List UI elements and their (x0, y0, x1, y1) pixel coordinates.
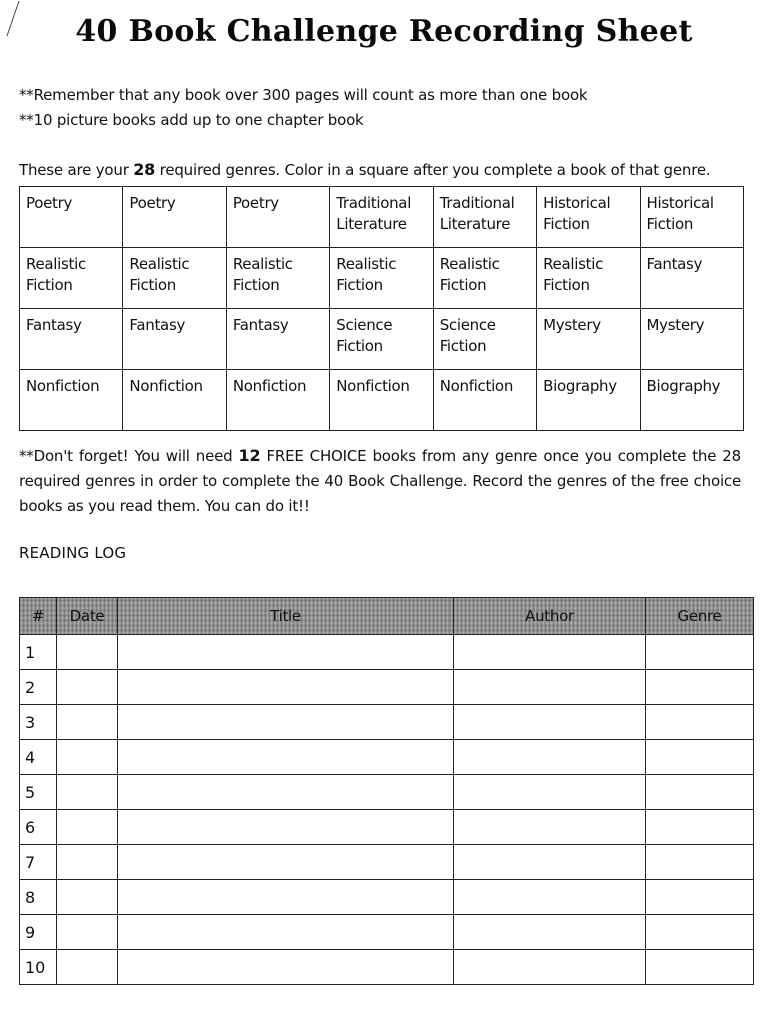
date-cell[interactable] (57, 845, 118, 880)
row-number: 10 (20, 950, 57, 985)
genre-cell[interactable] (646, 950, 754, 985)
row-number: 1 (20, 635, 57, 670)
title-cell[interactable] (118, 740, 454, 775)
genre-square[interactable]: Traditional Literature (433, 187, 536, 248)
genre-square[interactable]: Realistic Fiction (20, 248, 123, 309)
column-header-date: Date (57, 598, 118, 635)
author-cell[interactable] (454, 950, 646, 985)
author-cell[interactable] (454, 775, 646, 810)
genre-square[interactable]: Poetry (123, 187, 226, 248)
date-cell[interactable] (57, 810, 118, 845)
genre-square[interactable]: Nonfiction (20, 370, 123, 431)
genre-row (20, 309, 744, 370)
column-header-genre: Genre (646, 598, 754, 635)
genre-square[interactable]: Realistic Fiction (123, 248, 226, 309)
table-row (20, 670, 754, 705)
genres-count: 28 (133, 160, 156, 179)
genre-square[interactable]: Nonfiction (330, 370, 433, 431)
row-number: 6 (20, 810, 57, 845)
row-number: 9 (20, 915, 57, 950)
genre-square[interactable]: Science Fiction (433, 309, 536, 370)
genre-square[interactable]: Poetry (226, 187, 329, 248)
genres-intro-before: These are your (19, 161, 134, 179)
genres-intro (19, 160, 710, 179)
table-row (20, 635, 754, 670)
genre-square[interactable]: Biography (640, 370, 743, 431)
row-number: 8 (20, 880, 57, 915)
genre-grid (19, 186, 744, 431)
genres-intro-after: required genres. Color in a square after you complete a book of that genre. (155, 161, 711, 179)
genre-row (20, 187, 744, 248)
genre-cell[interactable] (646, 915, 754, 950)
column-header-title: Title (118, 598, 454, 635)
table-row (20, 950, 754, 985)
column-header-number: # (20, 598, 57, 635)
genre-square[interactable]: Fantasy (123, 309, 226, 370)
genre-cell[interactable] (646, 635, 754, 670)
genre-square[interactable]: Realistic Fiction (433, 248, 536, 309)
date-cell[interactable] (57, 740, 118, 775)
table-row (20, 775, 754, 810)
genre-square[interactable]: Nonfiction (123, 370, 226, 431)
genre-cell[interactable] (646, 775, 754, 810)
date-cell[interactable] (57, 670, 118, 705)
reading-log-table (19, 597, 754, 985)
row-number: 4 (20, 740, 57, 775)
genre-square[interactable]: Poetry (20, 187, 123, 248)
table-row (20, 740, 754, 775)
date-cell[interactable] (57, 775, 118, 810)
genre-cell[interactable] (646, 810, 754, 845)
genre-cell[interactable] (646, 845, 754, 880)
genre-square[interactable]: Fantasy (20, 309, 123, 370)
date-cell[interactable] (57, 705, 118, 740)
genre-square[interactable]: Nonfiction (433, 370, 536, 431)
title-cell[interactable] (118, 670, 454, 705)
date-cell[interactable] (57, 950, 118, 985)
row-number: 2 (20, 670, 57, 705)
date-cell[interactable] (57, 635, 118, 670)
genre-square[interactable]: Traditional Literature (330, 187, 433, 248)
author-cell[interactable] (454, 880, 646, 915)
date-cell[interactable] (57, 915, 118, 950)
genre-square[interactable]: Mystery (640, 309, 743, 370)
table-row (20, 810, 754, 845)
author-cell[interactable] (454, 740, 646, 775)
title-cell[interactable] (118, 775, 454, 810)
title-cell[interactable] (118, 880, 454, 915)
free-choice-after: FREE CHOICE books from any genre once you complete the 28 required genres in order to complete the 40 Book Challenge. Record the genres of the free choice books as you read them. You can do it!! (19, 447, 741, 515)
row-number: 3 (20, 705, 57, 740)
title-cell[interactable] (118, 950, 454, 985)
row-number: 5 (20, 775, 57, 810)
page-title: 40 Book Challenge Recording Sheet (75, 14, 693, 49)
date-cell[interactable] (57, 880, 118, 915)
reading-log-label: READING LOG (19, 544, 127, 562)
genre-square[interactable]: Historical Fiction (640, 187, 743, 248)
author-cell[interactable] (454, 635, 646, 670)
author-cell[interactable] (454, 915, 646, 950)
title-cell[interactable] (118, 810, 454, 845)
genre-square[interactable]: Mystery (537, 309, 640, 370)
genre-cell[interactable] (646, 880, 754, 915)
author-cell[interactable] (454, 670, 646, 705)
row-number: 7 (20, 845, 57, 880)
title-cell[interactable] (118, 635, 454, 670)
genre-row (20, 248, 744, 309)
table-row (20, 845, 754, 880)
genre-square[interactable]: Fantasy (640, 248, 743, 309)
genre-cell[interactable] (646, 740, 754, 775)
genre-square[interactable]: Biography (537, 370, 640, 431)
note-picture-books: **10 picture books add up to one chapter book (19, 111, 364, 129)
title-cell[interactable] (118, 705, 454, 740)
genre-square[interactable]: Realistic Fiction (226, 248, 329, 309)
column-header-author: Author (454, 598, 646, 635)
note-pages: **Remember that any book over 300 pages will count as more than one book (19, 86, 588, 104)
free-choice-note (19, 443, 741, 519)
title-cell[interactable] (118, 845, 454, 880)
title-cell[interactable] (118, 915, 454, 950)
genre-square[interactable]: Historical Fiction (537, 187, 640, 248)
genre-square[interactable]: Realistic Fiction (537, 248, 640, 309)
free-choice-before: **Don't forget! You will need (19, 447, 239, 465)
genre-square[interactable]: Fantasy (226, 309, 329, 370)
table-row (20, 915, 754, 950)
table-row (20, 705, 754, 740)
reading-log-header-row (20, 598, 754, 635)
table-row (20, 880, 754, 915)
author-cell[interactable] (454, 705, 646, 740)
genre-square[interactable]: Science Fiction (330, 309, 433, 370)
genre-row (20, 370, 744, 431)
genre-cell[interactable] (646, 670, 754, 705)
author-cell[interactable] (454, 810, 646, 845)
free-choice-count: 12 (238, 446, 261, 465)
genre-square[interactable]: Nonfiction (226, 370, 329, 431)
author-cell[interactable] (454, 845, 646, 880)
genre-square[interactable]: Realistic Fiction (330, 248, 433, 309)
genre-cell[interactable] (646, 705, 754, 740)
